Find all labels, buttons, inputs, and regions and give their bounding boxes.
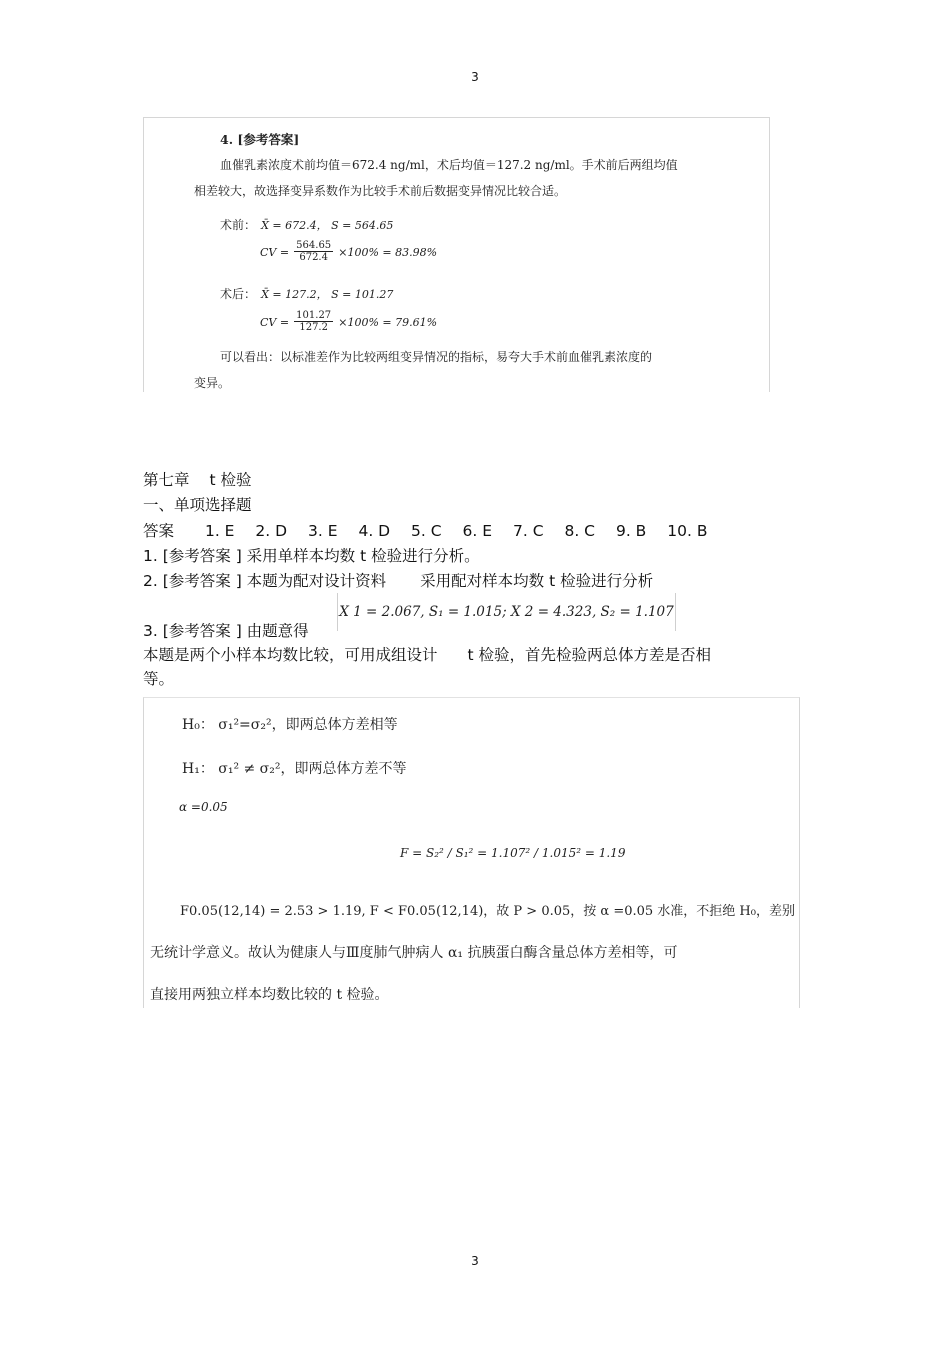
post-op-cv-row [260,310,437,333]
pre-cv-denominator: 672.4 [299,252,328,263]
answer-4-conclusion2: 变异。 [194,376,231,390]
answer-4-scan [143,117,770,392]
chapter-title-topic: t 检验 [209,471,252,489]
significance-level: α =0.05 [179,800,228,814]
f-test-conclusion1: F0.05(12,14) = 2.53 > 1.19, F < F0.05(12,14)，故 P > 0.05，按 α =0.05 水准，不拒绝 H₀，差别 [180,904,795,919]
question-3-formula: X 1 = 2.067, S₁ = 1.015; X 2 = 4.323, S₂ = 1.107 [337,593,676,631]
answer-3: 3. E [308,522,338,540]
paragraph-line1-part-b: t 检验，首先检验两总体方差是否相 [467,646,712,664]
pre-cv-result: ×100% = 83.98% [338,246,438,259]
section-heading: 一、单项选择题 [143,496,252,514]
paragraph-line1 [143,643,711,665]
pre-op-row [220,214,393,233]
question-3-answer: 3. [参考答案 ] 由题意得 [143,622,309,640]
answer-4-line1: 血催乳素浓度术前均值＝672.4 ng/ml，术后均值＝127.2 ng/ml。手术前后两组均值 [220,158,678,172]
answer-4-line2: 相差较大，故选择变异系数作为比较手术前后数据变异情况比较合适。 [194,184,567,198]
answers-label: 答案 [143,522,175,540]
post-cv-result: ×100% = 79.61% [338,316,438,329]
question-2-answer [143,569,653,591]
question-2-part-b: 采用配对样本均数 t 检验进行分析 [420,572,654,590]
page-number-top: 3 [471,70,479,84]
post-cv-fraction [294,310,333,333]
answer-9: 9. B [615,522,647,540]
answer-2: 2. D [255,522,288,540]
pre-cv-label: CV = [260,246,290,259]
pre-op-stats: X̄ = 672.4， S = 564.65 [261,219,394,232]
answer-4-conclusion1: 可以看出：以标准差作为比较两组变异情况的指标，易夸大手术前血催乳素浓度的 [220,350,653,364]
f-test-scan [143,697,800,1008]
paragraph-line2: 等。 [143,670,175,688]
pre-op-label: 术前： [220,218,257,232]
alternative-hypothesis: H₁： σ₁² ≠ σ₂²，即两总体方差不等 [182,761,407,777]
question-2-part-a: 2. [参考答案 ] 本题为配对设计资料 [143,572,387,590]
post-cv-denominator: 127.2 [299,322,328,333]
answer-7: 7. C [512,522,544,540]
chapter-title [143,468,252,490]
post-cv-label: CV = [260,316,290,329]
f-test-conclusion3: 直接用两独立样本均数比较的 t 检验。 [150,987,389,1003]
answer-1: 1. E [204,522,235,540]
page-number-bottom: 3 [471,1254,479,1268]
answer-6: 6. E [462,522,493,540]
answer-10: 10. B [667,522,708,540]
answer-5: 5. C [411,522,442,540]
answer-4: 4. D [358,522,391,540]
paragraph-line1-part-a: 本题是两个小样本均数比较，可用成组设计 [143,646,438,664]
f-test-conclusion2: 无统计学意义。故认为健康人与Ⅲ度肺气肿病人 α₁ 抗胰蛋白酶含量总体方差相等，可 [150,945,678,961]
answer-4-heading: 4. [参考答案] [220,132,300,147]
pre-op-cv-row [260,240,437,263]
answer-8: 8. C [564,522,596,540]
pre-cv-fraction [294,240,333,263]
question-1-answer: 1. [参考答案 ] 采用单样本均数 t 检验进行分析。 [143,547,480,565]
post-op-row [220,283,393,302]
post-cv-numerator: 101.27 [296,310,332,321]
post-op-stats: X̄ = 127.2， S = 101.27 [261,288,394,301]
answers-row [143,519,707,541]
post-op-label: 术后： [220,287,257,301]
pre-cv-numerator: 564.65 [296,240,332,251]
f-statistic-formula: F = S₂² / S₁² = 1.107² / 1.015² = 1.19 [400,846,626,860]
chapter-title-number: 第七章 [143,471,190,489]
null-hypothesis: H₀： σ₁²=σ₂²，即两总体方差相等 [182,717,398,733]
